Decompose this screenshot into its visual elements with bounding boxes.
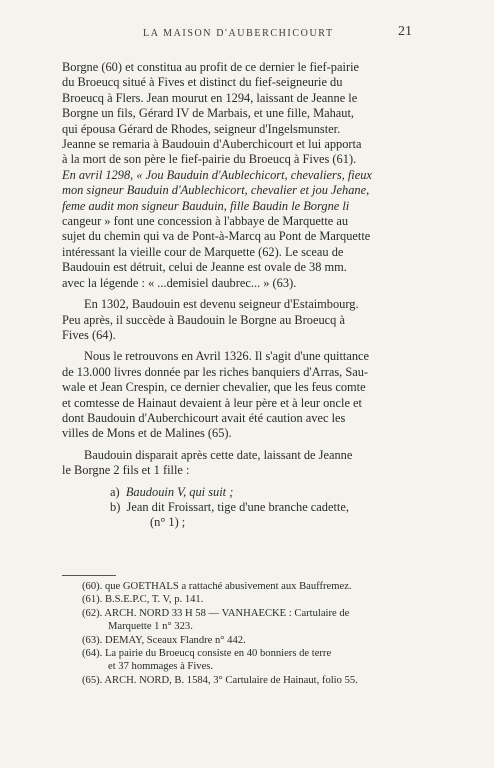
- footnote: (65). ARCH. NORD, B. 1584, 3° Cartulaire de Hainaut, folio 55.: [82, 674, 358, 686]
- text-line: du Broeucq situé à Fives et distinct du fief-seigneurie du: [62, 75, 343, 90]
- text-line: Fives (64).: [62, 327, 116, 342]
- list-item: [110, 485, 436, 500]
- children-list: [110, 485, 436, 531]
- list-marker: a): [110, 484, 120, 499]
- footnote: (64). La pairie du Broeucq consiste en 40 bonniers de terre: [82, 648, 332, 660]
- list-item-text: Baudouin V, qui suit ;: [125, 484, 234, 499]
- text-line: Baudouin est détruit, celui de Jeanne est ovale de 38 mm.: [62, 260, 347, 275]
- text-line: qui épousa Gérard de Rhodes, seigneur d'Ingelsmunster.: [62, 121, 341, 136]
- text-line: Broeucq à Flers. Jean mourut en 1294, laissant de Jeanne le: [62, 90, 358, 105]
- text-line: En 1302, Baudouin est devenu seigneur d'Estaimbourg.: [84, 297, 359, 312]
- text-line: cangeur » font une concession à l'abbaye de Marquette au: [62, 214, 349, 229]
- text-line: wale et Jean Crespin, ce dernier chevalier, que les feus comte: [62, 380, 366, 395]
- list-item-text: Jean dit Froissart, tige d'une branche cadette,: [126, 499, 349, 514]
- paragraph-3: [62, 349, 436, 441]
- footnote: (61). B.S.E.P.C, T. V, p. 141.: [82, 594, 204, 606]
- footnote: (63). DEMAY, Sceaux Flandre n° 442.: [82, 634, 246, 646]
- text-line: Peu après, il succède à Baudouin le Borgne au Broeucq à: [62, 312, 345, 327]
- text-line: Baudouin disparait après cette date, laissant de Jeanne: [84, 447, 353, 462]
- text-line: Nous le retrouvons en Avril 1326. Il s'agit d'une quittance: [84, 349, 370, 364]
- text-line: à la mort de son père le fief-pairie du Broeucq à Fives (61).: [62, 152, 357, 167]
- list-item-continuation: (n° 1) ;: [150, 515, 186, 530]
- text-line: Jeanne se remaria à Baudouin d'Auberchicourt et lui apporta: [62, 137, 362, 152]
- text-line: Borgne (60) et constitua au profit de ce dernier le fief-pairie: [62, 60, 360, 74]
- footnote-continuation: et 37 hommages à Fives.: [108, 661, 214, 673]
- list-item: [110, 500, 436, 515]
- text-line: le Borgne 2 fils et 1 fille :: [62, 463, 190, 478]
- paragraph-4: [62, 448, 436, 479]
- text-line: intéressant la vieille cour de Marquette (62). Le sceau de: [62, 244, 344, 259]
- text-line-quote: feme audit mon signeur Bauduin, fille Baudin le Borgne li: [62, 198, 350, 213]
- paragraph-1: [62, 60, 436, 291]
- text-line: de 13.000 livres donnée par les riches banquiers d'Arras, Sau-: [62, 364, 369, 379]
- text-line-quote: En avril 1298, « Jou Bauduin d'Aublechicort, chevaliers, fieux: [62, 167, 372, 182]
- footnote-divider: [62, 575, 116, 576]
- footnotes: [82, 580, 442, 687]
- text-line: sujet du chemin qui va de Pont-à-Marcq au Pont de Marquette: [62, 229, 371, 244]
- text-line: villes de Mons et de Malines (65).: [62, 426, 232, 441]
- text-line: dont Baudouin d'Auberchicourt avait été caution avec les: [62, 410, 346, 425]
- text-line: avec la légende : « ...demisiel daubrec... » (63).: [62, 275, 297, 290]
- footnote-continuation: Marquette 1 n° 323.: [108, 621, 193, 633]
- running-head: LA MAISON D'AUBERCHICOURT: [143, 28, 334, 39]
- page-number: 21: [398, 24, 412, 39]
- footnote: (62). ARCH. NORD 33 H 58 — VANHAECKE : Cartulaire de: [82, 607, 350, 619]
- list-marker: b): [110, 499, 121, 514]
- text-line-quote: mon signeur Bauduin d'Aublechicort, chevalier et jou Jehane,: [62, 183, 370, 198]
- page-header: [0, 24, 494, 44]
- paragraph-2: [62, 297, 436, 343]
- footnote: (60). que GOETHALS a rattaché abusivement aux Bauffremez.: [82, 581, 352, 592]
- text-line: Borgne un fils, Gérard IV de Marbais, et une fille, Mahaut,: [62, 106, 355, 121]
- text-line: et comtesse de Hainaut devaient à leur père et à leur oncle et: [62, 395, 362, 410]
- body-text: [62, 60, 436, 531]
